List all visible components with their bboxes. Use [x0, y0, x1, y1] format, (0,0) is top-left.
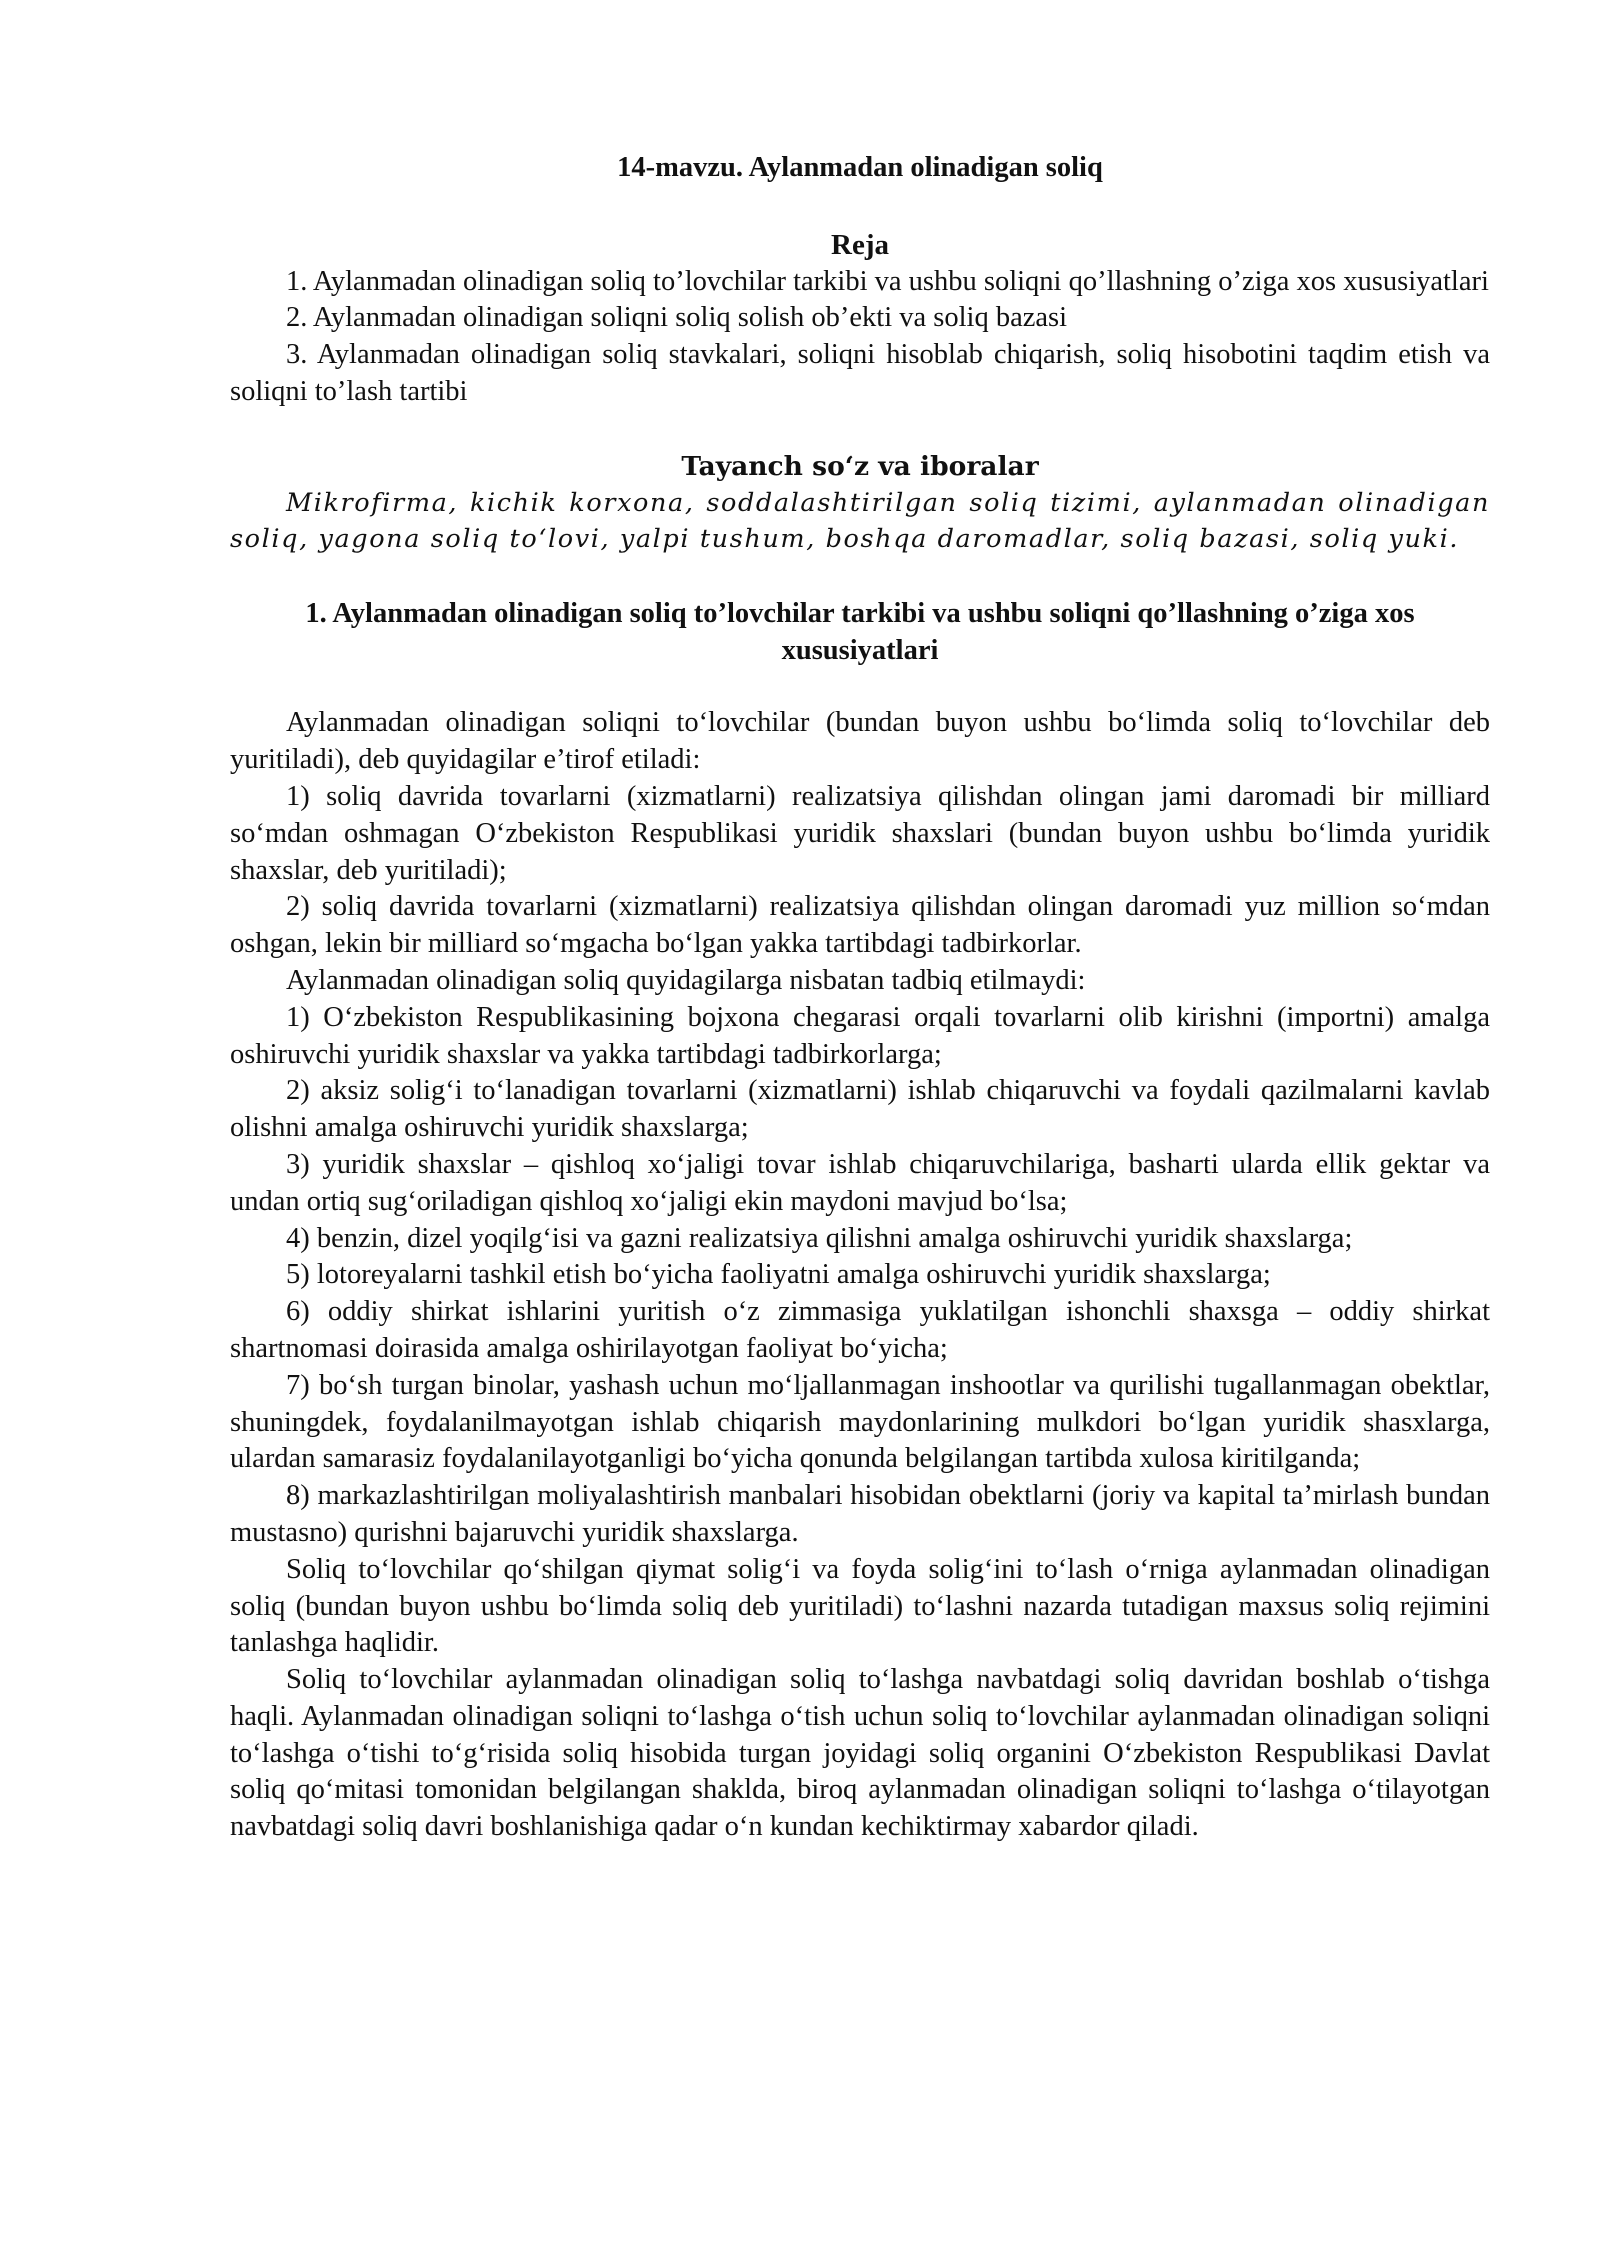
section-1-heading: 1. Aylanmadan olinadigan soliq to’lovchilar tarkibi va ushbu soliqni qo’llashning o’ziga xos xususiyatlari: [305, 597, 1415, 666]
paragraph-14: Soliq to‘lovchilar aylanmadan olinadigan soliq to‘lashga navbatdagi soliq davridan boshlab o‘tishga haqli. Aylanmadan olinadigan soliqni to‘lashga o‘tish uchun soliq to‘lovchilar aylanmadan olinadigan soliqni to‘lashga o‘tishi to‘g‘risida soliq hisobida turgan joyidagi soliq organini O‘zbekiston Respublikasi Davlat soliq qo‘mitasi tomonidan belgilangan shaklda, biroq aylanmadan olinadigan soliqni to‘lashga o‘tilayotgan navbatdagi soliq davri boshlanishiga qadar o‘n kundan kechiktirmay xabardor qiladi.: [230, 1664, 1490, 1843]
paragraph-13: Soliq to‘lovchilar qo‘shilgan qiymat solig‘i va foyda solig‘ini to‘lash o‘rniga aylanmadan olinadigan soliq (bundan buyon ushbu bo‘limda soliq deb yuritiladi) to‘lashni nazarda tutadigan maxsus soliq rejimini tanlashga haqlidir.: [230, 1553, 1490, 1659]
paragraph-5: 1) O‘zbekiston Respublikasining bojxona chegarasi orqali tovarlarni olib kirishni (importni) amalga oshiruvchi yuridik shaxslar va yakka tartibdagi tadbirkorlarga;: [230, 1001, 1490, 1070]
plan-item-3: 3. Aylanmadan olinadigan soliq stavkalari, soliqni hisoblab chiqarish, soliq hisobotini taqdim etish va soliqni to’lash tartibi: [230, 339, 1490, 407]
paragraph-4: Aylanmadan olinadigan soliq quyidagilarga nisbatan tadbiq etilmaydi:: [286, 964, 1086, 996]
paragraph-1: Aylanmadan olinadigan soliqni to‘lovchilar (bundan buyon ushbu bo‘limda soliq to‘lovchilar deb yuritiladi), deb quyidagilar e’tirof etiladi:: [230, 707, 1490, 776]
keywords-heading: Tayanch so‘z va iboralar: [681, 450, 1039, 482]
plan-item-2: 2. Aylanmadan olinadigan soliqni soliq solish ob’ekti va soliq bazasi: [286, 302, 1068, 334]
paragraph-6: 2) aksiz solig‘i to‘lanadigan tovarlarni (xizmatlarni) ishlab chiqaruvchi va foydali qazilmalarni kavlab olishni amalga oshiruvchi yuridik shaxslarga;: [230, 1075, 1490, 1144]
paragraph-12: 8) markazlashtirilgan moliyalashtirish manbalari hisobidan obektlarni (joriy va kapital ta’mirlash bundan mustasno) qurishni bajaruvchi yuridik shaxslarga.: [230, 1480, 1490, 1548]
paragraph-7: 3) yuridik shaxslar – qishloq xo‘jaligi tovar ishlab chiqaruvchilariga, basharti ularda ellik gektar va undan ortiq sug‘oriladigan qishloq xo‘jaligi ekin maydoni mavjud bo‘lsa;: [230, 1148, 1490, 1217]
paragraph-10: 6) oddiy shirkat ishlarini yuritish o‘z zimmasiga yuklatilgan ishonchli shaxsga – oddiy shirkat shartnomasi doirasida amalga oshirilayotgan faoliyat bo‘yicha;: [230, 1296, 1490, 1364]
page-title: 14-mavzu. Aylanmadan olinadigan soliq: [617, 152, 1103, 183]
document-content: [230, 150, 1490, 1846]
plan-item-1: 1. Aylanmadan olinadigan soliq to’lovchilar tarkibi va ushbu soliqni qo’llashning o’ziga xos xususiyatlari: [286, 265, 1489, 297]
paragraph-9: 5) lotoreyalarni tashkil etish bo‘yicha faoliyatni amalga oshiruvchi yuridik shaxslarga;: [286, 1259, 1271, 1291]
paragraph-11: 7) bo‘sh turgan binolar, yashash uchun mo‘ljallanmagan inshootlar va qurilishi tugallanmagan obektlar, shuningdek, foydalanilmayotgan ishlab chiqarish maydonlarining mulkdori bo‘lgan yuridik shasxlarga, ulardan samarasiz foydalanilayotganligi bo‘yicha qonunda belgilangan tartibda xulosa kiritilganda;: [230, 1369, 1490, 1475]
paragraph-3: 2) soliq davrida tovarlarni (xizmatlarni) realizatsiya qilishdan olingan daromadi yuz million so‘mdan oshgan, lekin bir milliard so‘mgacha bo‘lgan yakka tartibdagi tadbirkorlar.: [230, 891, 1490, 960]
keywords-text: Mikrofirma, kichik korxona, soddalashtirilgan soliq tizimi, aylanmadan olinadigan soliq, yagona soliq to‘lovi, yalpi tushum, boshqa daromadlar, soliq bazasi, soliq yuki.: [230, 487, 1490, 555]
paragraph-8: 4) benzin, dizel yoqilg‘isi va gazni realizatsiya qilishni amalga oshiruvchi yuridik shaxslarga;: [286, 1222, 1353, 1254]
plan-heading: Reja: [831, 228, 889, 261]
paragraph-2: 1) soliq davrida tovarlarni (xizmatlarni) realizatsiya qilishdan olingan jami daromadi bir milliard so‘mdan oshmagan O‘zbekiston Respublikasi yuridik shaxslari (bundan buyon ushbu bo‘limda yuridik shaxslar, deb yuritiladi);: [230, 780, 1490, 886]
